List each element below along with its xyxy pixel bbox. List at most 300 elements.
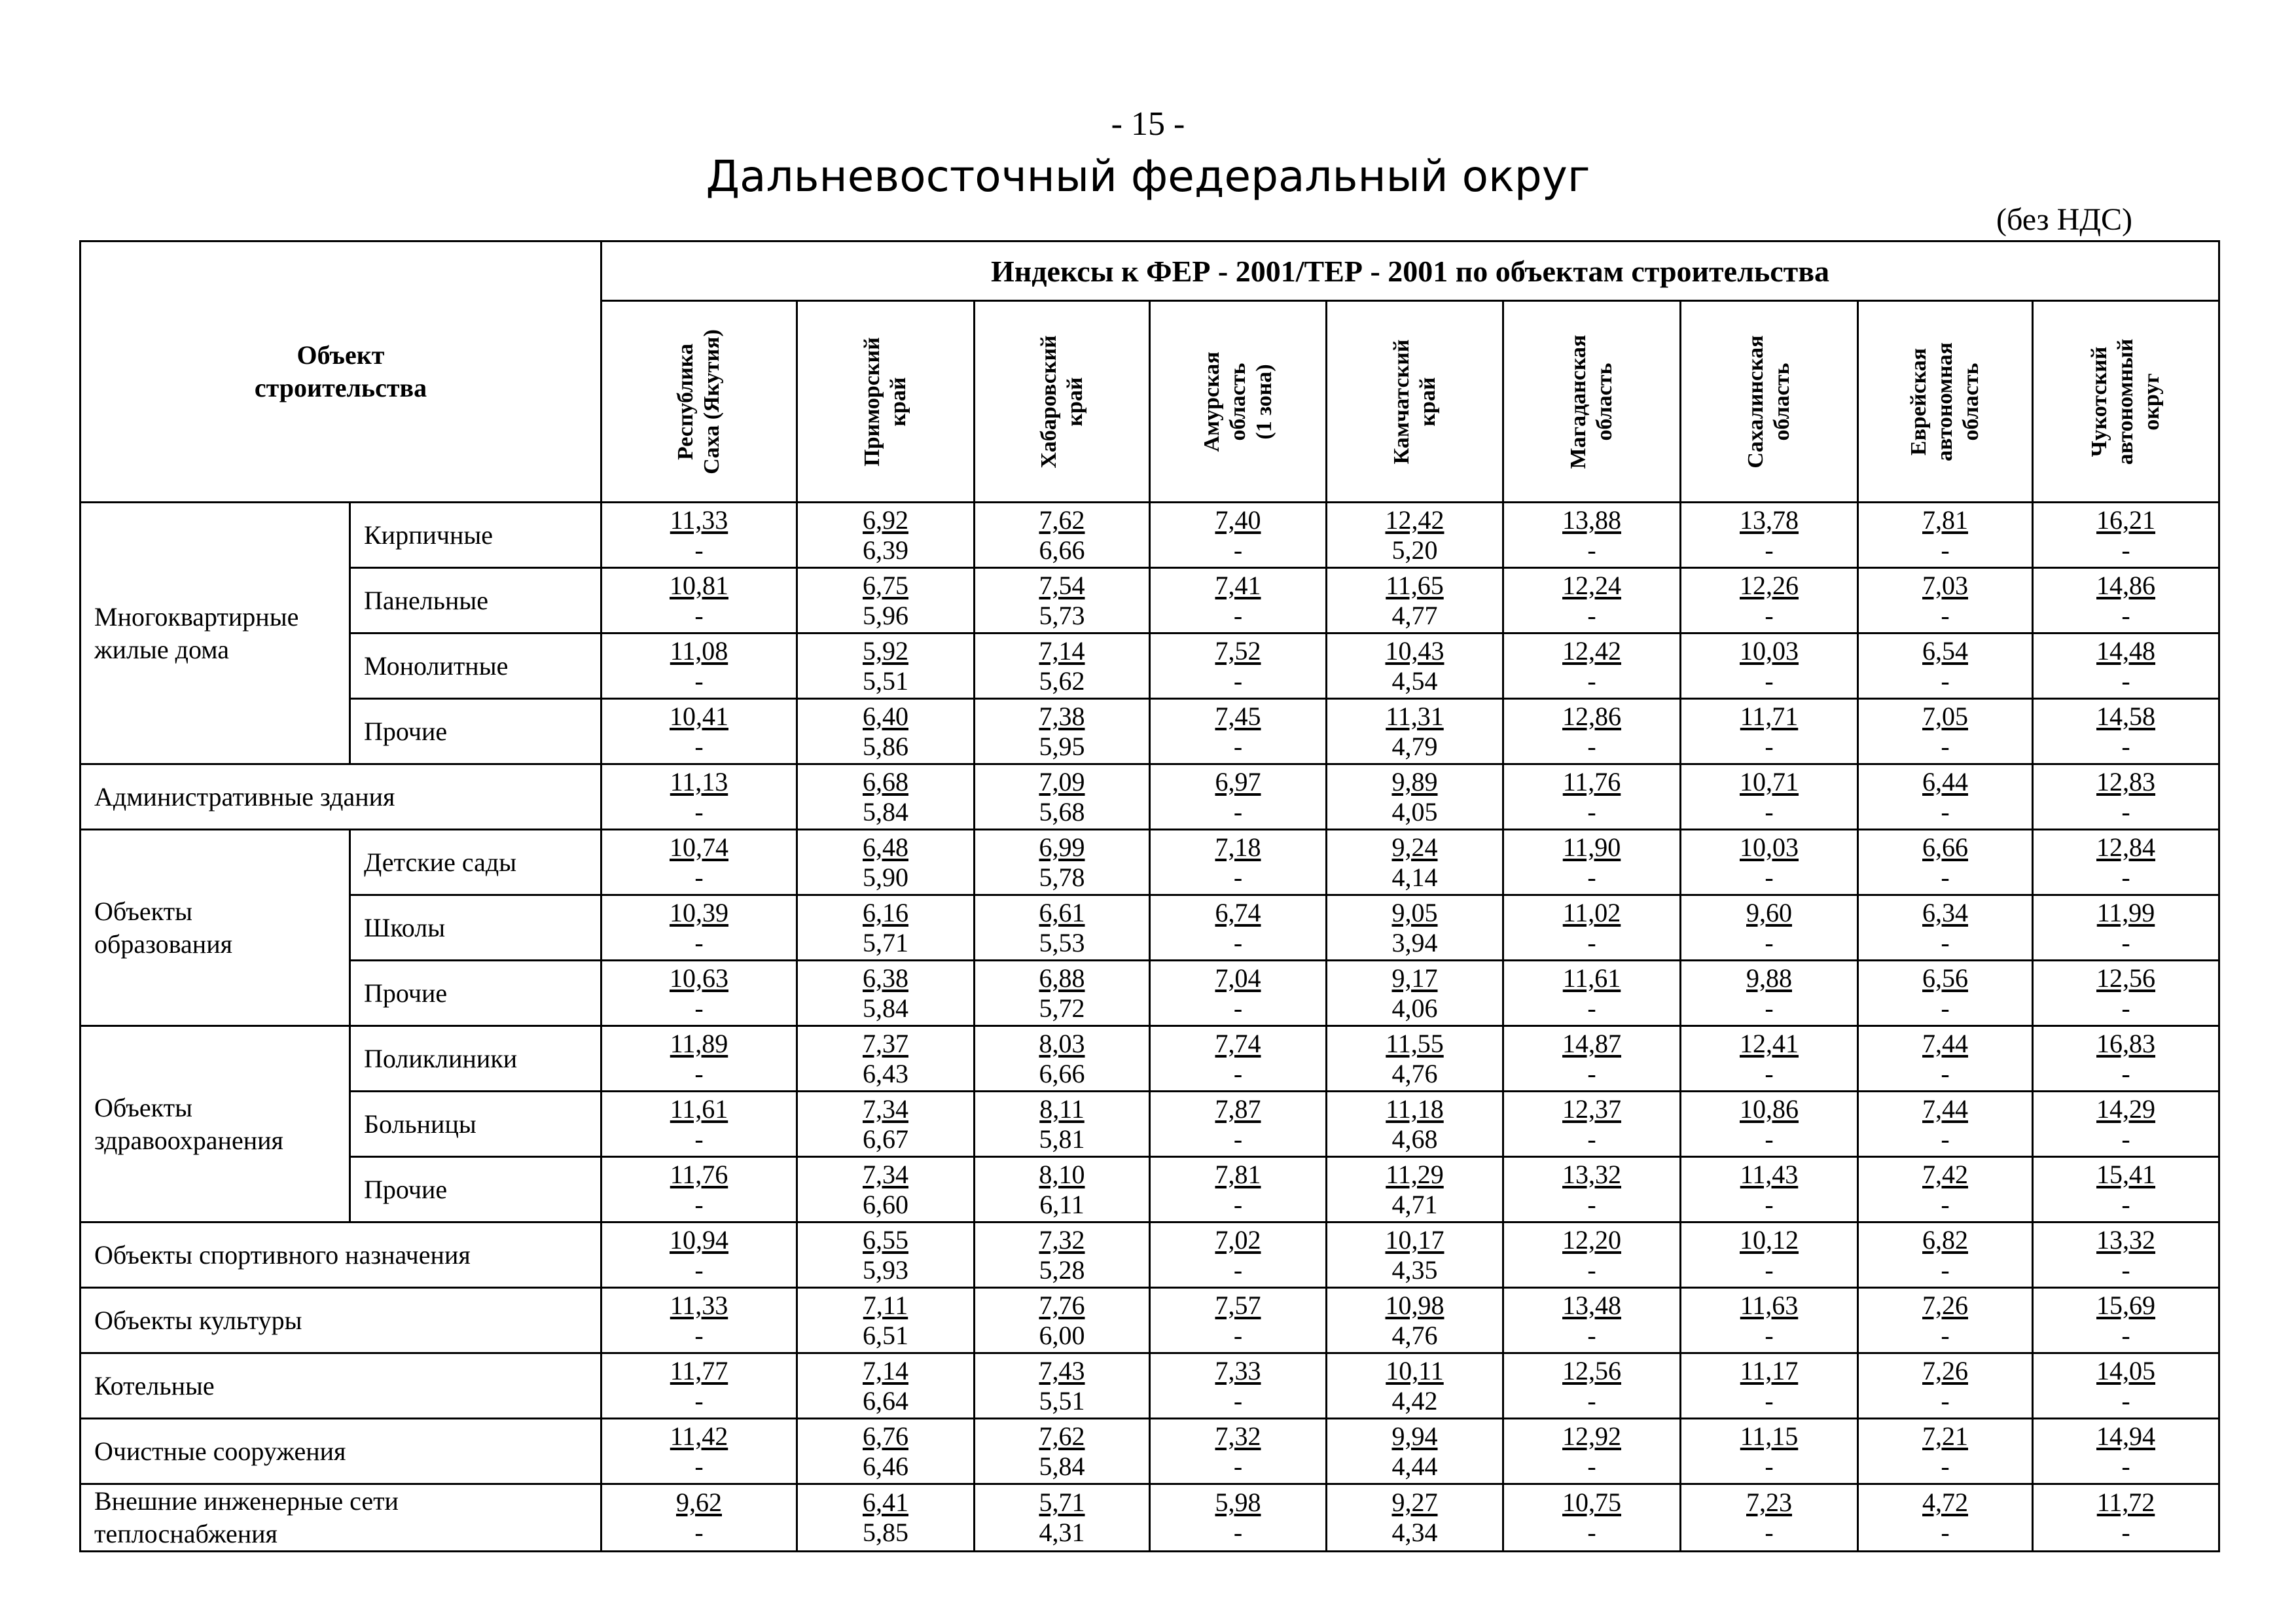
index-ter: 4,05 [1391, 796, 1438, 827]
index-ter: - [694, 1255, 704, 1285]
index-cell [1327, 830, 1503, 895]
index-ter: - [1587, 731, 1596, 761]
index-cell [797, 1222, 975, 1288]
index-ter: - [2121, 1124, 2130, 1154]
index-fer: 7,09 [1039, 766, 1085, 796]
region-header-line: автономный [2113, 338, 2138, 465]
index-ter: - [1941, 1320, 1950, 1350]
index-cell [1858, 1419, 2033, 1484]
index-fer: 9,05 [1391, 897, 1438, 927]
index-ter: - [1765, 731, 1774, 761]
index-cell [975, 1026, 1150, 1092]
row-label-line: Многоквартирные [94, 601, 299, 632]
index-cell [1681, 1288, 1858, 1353]
index-cell [601, 1157, 797, 1222]
index-fer: 6,34 [1922, 897, 1968, 927]
index-cell [1150, 633, 1327, 699]
index-ter: 5,86 [863, 731, 908, 761]
index-ter: - [694, 1320, 704, 1350]
index-ter: - [1233, 1058, 1243, 1088]
region-header-line: Амурская [1199, 351, 1224, 452]
index-fer: 8,11 [1039, 1094, 1085, 1124]
index-fer: 11,17 [1740, 1355, 1799, 1385]
index-cell [1327, 1353, 1503, 1419]
index-fer: 11,13 [670, 766, 728, 796]
index-ter: - [1233, 535, 1243, 565]
index-fer: 11,77 [670, 1355, 728, 1385]
region-header-text [673, 329, 725, 474]
index-ter: - [2121, 600, 2130, 630]
index-cell [1858, 699, 2033, 764]
index-cell [1327, 633, 1503, 699]
index-ter: - [1233, 927, 1243, 957]
index-cell [1327, 699, 1503, 764]
row-label-line: Объекты культуры [94, 1305, 302, 1335]
index-cell [975, 1222, 1150, 1288]
index-ter: 5,71 [863, 927, 908, 957]
index-ter: 6,39 [863, 535, 908, 565]
index-ter: 4,77 [1391, 600, 1438, 630]
index-fer: 6,82 [1922, 1224, 1968, 1255]
index-fer: 11,02 [1562, 897, 1621, 927]
index-ter: - [694, 1518, 704, 1547]
index-fer: 7,52 [1215, 635, 1261, 666]
table-row [81, 1288, 2219, 1353]
index-ter: - [1233, 731, 1243, 761]
index-ter: 6,67 [863, 1124, 908, 1154]
index-cell [975, 1157, 1150, 1222]
table-row [81, 764, 2219, 830]
index-fer: 6,55 [863, 1224, 908, 1255]
index-cell [2033, 1157, 2219, 1222]
index-cell [797, 633, 975, 699]
index-cell [797, 764, 975, 830]
index-cell [975, 1288, 1150, 1353]
index-ter: - [2121, 862, 2130, 892]
index-cell [1150, 895, 1327, 961]
index-fer: 7,41 [1215, 570, 1261, 600]
index-cell [2033, 830, 2219, 895]
index-cell [1503, 1288, 1681, 1353]
index-ter: 5,96 [863, 600, 908, 630]
index-ter: - [1765, 535, 1774, 565]
row-label-line: Объекты [94, 1092, 192, 1122]
index-fer: 12,26 [1740, 570, 1799, 600]
index-ter: - [1941, 666, 1950, 696]
index-fer: 11,43 [1740, 1159, 1799, 1189]
row-label-line: Детские сады [364, 847, 517, 877]
index-fer: 14,87 [1562, 1028, 1621, 1058]
index-ter: 4,31 [1039, 1518, 1085, 1547]
index-cell [601, 961, 797, 1026]
index-fer: 10,98 [1385, 1290, 1444, 1320]
page-title: Дальневосточный федеральный округ [706, 151, 1590, 202]
index-cell [797, 1157, 975, 1222]
index-cell [1327, 764, 1503, 830]
index-cell [601, 633, 797, 699]
index-cell [1327, 1092, 1503, 1157]
index-fer: 7,45 [1215, 701, 1261, 731]
index-fer: 6,40 [863, 701, 908, 731]
index-fer: 7,62 [1039, 1421, 1085, 1451]
region-header-line: Приморский [860, 336, 884, 467]
index-cell [1858, 1222, 2033, 1288]
row-label-line: Кирпичные [364, 520, 493, 550]
index-ter: 6,11 [1039, 1189, 1085, 1219]
index-ter: - [694, 600, 704, 630]
index-fer: 7,40 [1215, 505, 1261, 535]
index-fer: 8,10 [1039, 1159, 1085, 1189]
index-ter: - [1765, 666, 1774, 696]
index-cell [1327, 568, 1503, 633]
row-label-line: Внешние инженерные сети [94, 1486, 399, 1516]
index-fer: 6,92 [863, 505, 908, 535]
index-fer: 7,81 [1215, 1159, 1261, 1189]
index-cell [1681, 961, 1858, 1026]
index-fer: 7,04 [1215, 963, 1261, 993]
index-fer: 14,94 [2096, 1421, 2156, 1451]
index-fer: 7,44 [1922, 1094, 1968, 1124]
index-fer: 12,56 [2096, 963, 2156, 993]
index-fer: 7,74 [1215, 1028, 1261, 1058]
region-header-line: край [1415, 376, 1440, 427]
index-cell [1327, 961, 1503, 1026]
region-header-line: Чукотский [2087, 346, 2112, 457]
index-fer: 10,17 [1385, 1224, 1444, 1255]
index-fer: 10,43 [1385, 635, 1444, 666]
index-fer: 12,41 [1740, 1028, 1799, 1058]
index-cell [2033, 1353, 2219, 1419]
index-ter: - [1941, 1124, 1950, 1154]
index-ter: - [1587, 862, 1596, 892]
table-row [81, 1353, 2219, 1419]
index-cell [797, 1288, 975, 1353]
index-ter: - [1941, 927, 1950, 957]
index-ter: 6,46 [863, 1451, 908, 1481]
region-header-text [1036, 335, 1088, 468]
index-ter: 5,51 [863, 666, 908, 696]
index-ter: 6,60 [863, 1189, 908, 1219]
index-fer: 7,42 [1922, 1159, 1968, 1189]
index-cell [1327, 1288, 1503, 1353]
index-ter: - [1941, 600, 1950, 630]
table-header-row [81, 241, 2219, 301]
region-header [601, 301, 797, 503]
index-ter: - [1587, 927, 1596, 957]
index-fer: 14,48 [2096, 635, 2156, 666]
table-row [81, 633, 2219, 699]
index-fer: 15,69 [2096, 1290, 2156, 1320]
index-ter: - [1765, 1124, 1774, 1154]
object-label [81, 764, 601, 830]
index-cell [1858, 503, 2033, 568]
index-cell [2033, 633, 2219, 699]
index-fer: 11,89 [670, 1028, 728, 1058]
index-cell [1503, 1222, 1681, 1288]
index-cell [1150, 568, 1327, 633]
index-cell [1503, 568, 1681, 633]
index-ter: - [694, 862, 704, 892]
index-fer: 7,32 [1039, 1224, 1085, 1255]
index-ter: - [1587, 666, 1596, 696]
table-row [81, 895, 2219, 961]
index-fer: 13,88 [1562, 505, 1621, 535]
index-cell [1858, 1026, 2033, 1092]
index-fer: 14,58 [2096, 701, 2156, 731]
index-fer: 11,71 [1740, 701, 1799, 731]
index-fer: 11,18 [1386, 1094, 1444, 1124]
row-label-line: Объекты [94, 896, 192, 926]
index-ter: - [1587, 1385, 1596, 1416]
index-cell [975, 633, 1150, 699]
index-ter: - [1587, 1124, 1596, 1154]
index-fer: 6,41 [863, 1488, 908, 1517]
index-cell [797, 830, 975, 895]
index-fer: 13,32 [1562, 1159, 1621, 1189]
index-fer: 10,81 [670, 570, 728, 600]
index-fer: 12,86 [1562, 701, 1621, 731]
object-label [81, 1288, 601, 1353]
index-ter: - [1941, 1385, 1950, 1416]
region-header [1681, 301, 1858, 503]
index-ter: - [1587, 535, 1596, 565]
row-label-line: жилые дома [94, 634, 230, 664]
index-cell [797, 503, 975, 568]
index-cell [1327, 1484, 1503, 1552]
index-cell [2033, 1419, 2219, 1484]
index-ter: - [2121, 1451, 2130, 1481]
index-ter: 5,90 [863, 862, 908, 892]
index-cell [1681, 1353, 1858, 1419]
subtype-label [350, 1092, 601, 1157]
index-ter: - [1587, 1058, 1596, 1088]
index-ter: - [2121, 1058, 2130, 1088]
index-cell [1681, 568, 1858, 633]
index-cell [2033, 568, 2219, 633]
index-ter: 5,73 [1039, 600, 1085, 630]
index-fer: 7,43 [1039, 1355, 1085, 1385]
index-fer: 7,26 [1922, 1290, 1968, 1320]
index-ter: - [1941, 796, 1950, 827]
index-cell [1150, 1484, 1327, 1552]
index-ter: 4,76 [1391, 1058, 1438, 1088]
index-cell [1681, 699, 1858, 764]
index-fer: 12,37 [1562, 1094, 1621, 1124]
subtype-label [350, 568, 601, 633]
index-cell [975, 830, 1150, 895]
index-cell [2033, 503, 2219, 568]
index-ter: 5,51 [1039, 1385, 1085, 1416]
object-label [81, 1419, 601, 1484]
index-cell [1681, 633, 1858, 699]
index-ter: 5,78 [1039, 862, 1085, 892]
index-ter: - [2121, 1255, 2130, 1285]
index-fer: 11,61 [670, 1094, 728, 1124]
index-cell [797, 1353, 975, 1419]
index-ter: - [1765, 600, 1774, 630]
object-header-line: Объект [296, 340, 385, 370]
index-cell [1681, 1026, 1858, 1092]
index-fer: 4,72 [1922, 1488, 1968, 1517]
index-fer: 7,18 [1215, 832, 1261, 862]
index-fer: 8,03 [1039, 1028, 1085, 1058]
index-cell [1150, 503, 1327, 568]
index-ter: - [2121, 1518, 2130, 1547]
index-ter: - [1765, 862, 1774, 892]
index-fer: 7,76 [1039, 1290, 1085, 1320]
index-ter: - [2121, 666, 2130, 696]
index-ter: 5,20 [1391, 535, 1438, 565]
index-ter: - [2121, 993, 2130, 1023]
object-label [81, 1222, 601, 1288]
index-ter: 6,00 [1039, 1320, 1085, 1350]
index-ter: 6,51 [863, 1320, 908, 1350]
region-header [2033, 301, 2219, 503]
region-header [797, 301, 975, 503]
region-header-text [1199, 351, 1278, 452]
row-label-line: Котельные [94, 1370, 215, 1400]
region-header-text [1743, 335, 1795, 468]
index-fer: 16,83 [2096, 1028, 2156, 1058]
index-cell [1681, 830, 1858, 895]
index-ter: - [2121, 535, 2130, 565]
index-ter: - [1233, 1189, 1243, 1219]
index-fer: 10,03 [1740, 635, 1799, 666]
region-header-line: область [1959, 363, 1983, 441]
index-ter: - [1233, 993, 1243, 1023]
index-fer: 6,76 [863, 1421, 908, 1451]
index-fer: 7,37 [863, 1028, 908, 1058]
index-ter: - [1233, 666, 1243, 696]
index-cell [1327, 1026, 1503, 1092]
table-row [81, 1026, 2219, 1092]
table-row [81, 568, 2219, 633]
index-cell [2033, 1026, 2219, 1092]
index-cell [975, 1419, 1150, 1484]
index-fer: 9,62 [676, 1488, 722, 1517]
region-header-line: Магаданская [1566, 334, 1590, 469]
index-ter: - [2121, 796, 2130, 827]
index-fer: 9,17 [1391, 963, 1438, 993]
index-cell [1858, 1288, 2033, 1353]
index-cell [975, 699, 1150, 764]
index-table [79, 240, 2220, 1552]
index-ter: 5,93 [863, 1255, 908, 1285]
region-header-line: область [1770, 363, 1794, 441]
object-label [81, 1484, 601, 1552]
index-fer: 11,72 [2096, 1488, 2155, 1517]
subtype-label [350, 503, 601, 568]
row-label-line: Объекты спортивного назначения [94, 1240, 471, 1270]
index-fer: 10,86 [1740, 1094, 1799, 1124]
subtype-label [350, 633, 601, 699]
index-ter: 4,42 [1391, 1385, 1438, 1416]
index-fer: 9,89 [1391, 766, 1438, 796]
subtype-label [350, 1026, 601, 1092]
index-cell [975, 961, 1150, 1026]
index-fer: 6,44 [1922, 766, 1968, 796]
row-label-line: Школы [364, 912, 446, 942]
subtype-label [350, 699, 601, 764]
index-cell [975, 895, 1150, 961]
page-number: - 15 - [1111, 105, 1185, 143]
index-ter: - [694, 1385, 704, 1416]
index-fer: 6,97 [1215, 766, 1261, 796]
index-fer: 10,94 [670, 1224, 728, 1255]
index-cell [601, 699, 797, 764]
index-fer: 10,39 [670, 897, 728, 927]
index-fer: 6,48 [863, 832, 908, 862]
index-ter: 5,81 [1039, 1124, 1085, 1154]
index-cell [1503, 764, 1681, 830]
index-cell [1150, 1288, 1327, 1353]
index-cell [1681, 1222, 1858, 1288]
index-ter: - [694, 796, 704, 827]
index-fer: 10,63 [670, 963, 728, 993]
table-row [81, 1157, 2219, 1222]
index-cell [975, 1092, 1150, 1157]
index-cell [601, 568, 797, 633]
index-cell [1150, 1353, 1327, 1419]
subtype-label [350, 961, 601, 1026]
index-fer: 11,99 [2096, 897, 2155, 927]
index-cell [797, 961, 975, 1026]
index-fer: 11,61 [1562, 963, 1621, 993]
index-ter: - [1765, 1058, 1774, 1088]
index-ter: 4,14 [1391, 862, 1438, 892]
index-cell [975, 1484, 1150, 1552]
index-cell [797, 1484, 975, 1552]
index-fer: 9,27 [1391, 1488, 1438, 1517]
index-fer: 7,05 [1922, 701, 1968, 731]
index-cell [1681, 1092, 1858, 1157]
region-header-line: область [1225, 363, 1250, 440]
index-fer: 12,83 [2096, 766, 2156, 796]
index-ter: - [1941, 1255, 1950, 1285]
index-fer: 5,71 [1039, 1488, 1085, 1517]
index-cell [601, 1026, 797, 1092]
index-fer: 6,75 [863, 570, 908, 600]
index-cell [2033, 1484, 2219, 1552]
index-fer: 10,75 [1562, 1488, 1621, 1517]
index-fer: 11,42 [670, 1421, 728, 1451]
region-header [1327, 301, 1503, 503]
index-ter: - [1587, 796, 1596, 827]
index-ter: - [1233, 1124, 1243, 1154]
index-fer: 12,92 [1562, 1421, 1621, 1451]
subtype-label [350, 1157, 601, 1222]
index-cell [1150, 830, 1327, 895]
index-cell [601, 764, 797, 830]
row-label-line: Прочие [364, 716, 448, 746]
index-fer: 7,14 [1039, 635, 1085, 666]
index-fer: 11,08 [670, 635, 728, 666]
region-header-line: Саха (Якутия) [700, 329, 724, 474]
index-ter: - [1941, 1451, 1950, 1481]
index-fer: 6,88 [1039, 963, 1085, 993]
subtype-label [350, 895, 601, 961]
index-ter: - [694, 666, 704, 696]
index-ter: 6,66 [1039, 535, 1085, 565]
index-cell [1150, 1092, 1327, 1157]
index-ter: 5,84 [1039, 1451, 1085, 1481]
index-fer: 9,24 [1391, 832, 1438, 862]
index-ter: 5,84 [863, 993, 908, 1023]
index-cell [1327, 1419, 1503, 1484]
index-fer: 11,15 [1740, 1421, 1799, 1451]
index-fer: 6,66 [1922, 832, 1968, 862]
region-header-line: Республика [673, 343, 698, 460]
